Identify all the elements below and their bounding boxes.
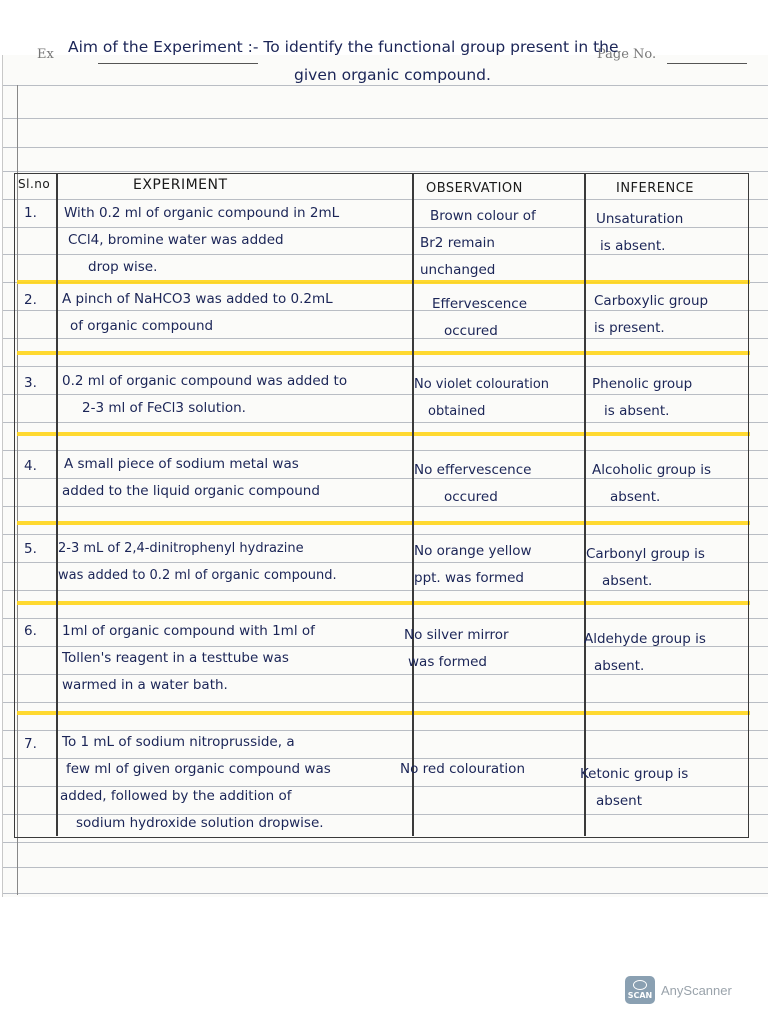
inference-line: Phenolic group bbox=[592, 376, 693, 392]
inference-line: Ketonic group is bbox=[580, 766, 689, 782]
row-1-experiment bbox=[64, 200, 409, 281]
observation-line: Effervescence bbox=[432, 296, 528, 312]
aim-line-2: given organic compound. bbox=[294, 66, 491, 84]
inference-line: is present. bbox=[594, 320, 665, 336]
observation-line: occured bbox=[444, 323, 498, 339]
brand-name: AnyScanner bbox=[661, 982, 732, 998]
header-inference: INFERENCE bbox=[616, 181, 695, 196]
header-observation: OBSERVATION bbox=[426, 181, 523, 196]
inference-line: is absent. bbox=[604, 403, 670, 419]
experiment-line: To 1 mL of sodium nitroprusside, a bbox=[62, 734, 295, 750]
anyscanner-watermark bbox=[625, 976, 732, 1004]
row-6-sl: 6. bbox=[24, 623, 37, 639]
experiment-line: added, followed by the addition of bbox=[60, 788, 292, 804]
ruled-line bbox=[3, 118, 768, 119]
header-experiment: EXPERIMENT bbox=[133, 177, 228, 193]
experiment-line: A small piece of sodium metal was bbox=[64, 456, 299, 472]
inference-line: Alcoholic group is bbox=[592, 462, 711, 478]
row-1-sl: 1. bbox=[24, 205, 37, 221]
experiment-line: few ml of given organic compound was bbox=[66, 761, 331, 777]
observation-line: No effervescence bbox=[414, 462, 532, 478]
inference-line: Unsaturation bbox=[596, 211, 684, 227]
observation-line: No orange yellow bbox=[414, 543, 532, 559]
row-2-experiment bbox=[62, 286, 410, 340]
row-7-sl: 7. bbox=[24, 736, 37, 752]
observation-line: unchanged bbox=[420, 262, 496, 278]
row-3-observation bbox=[414, 371, 582, 425]
logo-text: SCAN bbox=[627, 990, 653, 1000]
row-3-experiment bbox=[62, 368, 410, 422]
inference-line: absent bbox=[596, 793, 643, 809]
experiment-line: was added to 0.2 ml of organic compound. bbox=[58, 568, 337, 583]
experiment-line: Tollen's reagent in a testtube was bbox=[62, 650, 289, 666]
observation-line: occured bbox=[444, 489, 498, 505]
row-1-observation bbox=[420, 203, 582, 284]
inference-line: Aldehyde group is bbox=[584, 631, 706, 647]
row-4-observation bbox=[414, 457, 582, 511]
column-divider bbox=[56, 173, 58, 836]
ruled-line bbox=[3, 893, 768, 894]
row-2-inference bbox=[594, 288, 746, 342]
experiment-line: warmed in a water bath. bbox=[62, 677, 228, 693]
row-5-observation bbox=[414, 538, 582, 592]
inference-line: absent. bbox=[594, 658, 645, 674]
row-7-inference bbox=[580, 761, 746, 815]
row-7-experiment bbox=[60, 729, 410, 837]
experiment-line: CCl4, bromine water was added bbox=[68, 232, 284, 248]
experiment-line: 1ml of organic compound with 1ml of bbox=[62, 623, 315, 639]
header-sl-no: Sl.no bbox=[18, 177, 51, 191]
inference-line: Carboxylic group bbox=[594, 293, 709, 309]
row-3-inference bbox=[592, 371, 746, 425]
observation-line: obtained bbox=[428, 404, 486, 419]
experiment-line: of organic compound bbox=[70, 318, 214, 334]
ruled-line bbox=[3, 147, 768, 148]
row-5-experiment bbox=[58, 535, 410, 589]
experiment-line: A pinch of NaHCO3 was added to 0.2mL bbox=[62, 291, 333, 307]
observation-line: No silver mirror bbox=[404, 627, 509, 643]
experiment-line: 0.2 ml of organic compound was added to bbox=[62, 373, 348, 389]
row-4-inference bbox=[592, 457, 746, 511]
observation-line: ppt. was formed bbox=[414, 570, 525, 586]
row-4-sl: 4. bbox=[24, 458, 37, 474]
row-1-inference bbox=[596, 206, 746, 260]
row-6-observation bbox=[404, 622, 582, 676]
observation-line: Brown colour of bbox=[430, 208, 536, 224]
row-5-sl: 5. bbox=[24, 541, 37, 557]
inference-line: absent. bbox=[602, 573, 653, 589]
row-6-experiment bbox=[62, 618, 410, 699]
row-2-observation bbox=[428, 291, 580, 345]
observation-line: No red colouration bbox=[400, 761, 526, 777]
ruled-line bbox=[3, 867, 768, 868]
experiment-line: 2-3 mL of 2,4-dinitrophenyl hydrazine bbox=[58, 541, 304, 556]
row-6-inference bbox=[584, 626, 746, 680]
row-2-sl: 2. bbox=[24, 292, 37, 308]
experiment-line: 2-3 ml of FeCl3 solution. bbox=[82, 400, 246, 416]
aim-statement bbox=[68, 33, 748, 89]
ruled-line bbox=[3, 171, 768, 172]
column-divider bbox=[584, 173, 586, 836]
ruled-line bbox=[3, 842, 768, 843]
experiment-line: With 0.2 ml of organic compound in 2mL bbox=[64, 205, 340, 221]
inference-line: Carbonyl group is bbox=[586, 546, 705, 562]
experiment-line: drop wise. bbox=[88, 259, 158, 275]
row-5-inference bbox=[586, 541, 746, 595]
row-4-experiment bbox=[62, 451, 410, 505]
inference-line: absent. bbox=[610, 489, 661, 505]
header-label-right: Page No. bbox=[597, 47, 657, 62]
observation-line: was formed bbox=[408, 654, 487, 670]
header-label-left: Ex bbox=[37, 47, 54, 62]
observation-line: Br2 remain bbox=[420, 235, 495, 251]
observation-line: No violet colouration bbox=[414, 377, 550, 392]
inference-line: is absent. bbox=[600, 238, 666, 254]
experiment-line: sodium hydroxide solution dropwise. bbox=[76, 815, 324, 831]
row-3-sl: 3. bbox=[24, 375, 37, 391]
experiment-line: added to the liquid organic compound bbox=[62, 483, 320, 499]
row-7-observation bbox=[400, 756, 582, 783]
scanner-logo-icon bbox=[625, 976, 655, 1004]
aim-line-1: Aim of the Experiment :- To identify the functional group present in the bbox=[68, 38, 619, 56]
